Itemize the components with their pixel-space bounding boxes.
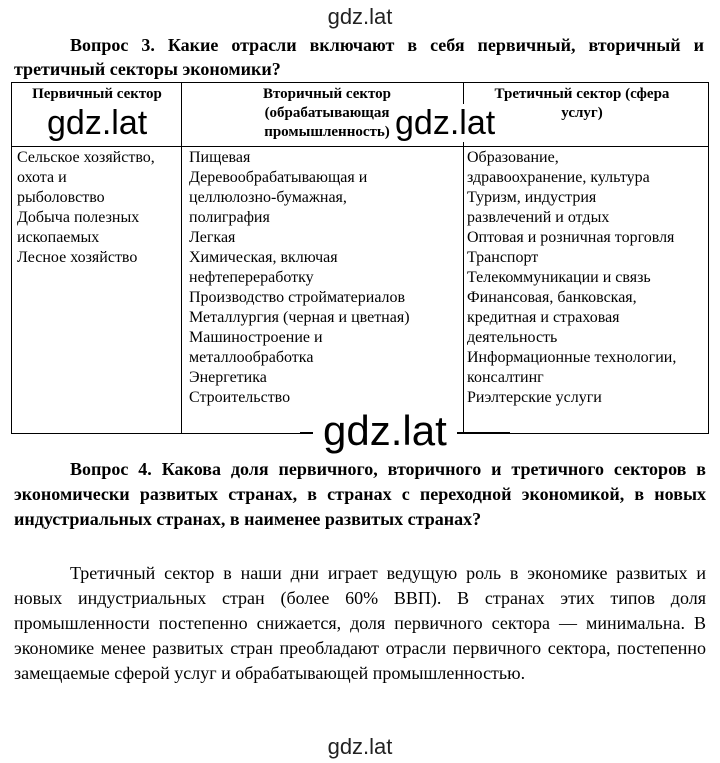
table-cell-line: ископаемых bbox=[17, 229, 100, 246]
header-primary: Первичный сектор bbox=[32, 86, 162, 102]
table-cell-line: Машиностроение и bbox=[189, 329, 323, 346]
table-cell-line: Образование, bbox=[467, 149, 559, 166]
table-cell-line: Сельское хозяйство, bbox=[17, 149, 155, 166]
table-cell-line: Деревообрабатывающая и bbox=[189, 169, 368, 186]
table-cell-line: Риэлтерские услуги bbox=[467, 389, 602, 406]
table-cell-line: Лесное хозяйство bbox=[17, 249, 138, 266]
watermark-bottom: gdz.lat bbox=[327, 734, 393, 759]
table-cell-line: кредитная и страховая bbox=[467, 309, 620, 326]
header-tertiary: Третичный сектор (сфера услуг) bbox=[494, 86, 670, 121]
watermark-center: gdz.lat bbox=[313, 408, 457, 454]
table-cell-line: развлечений и отдых bbox=[467, 209, 610, 226]
table-divider bbox=[181, 83, 182, 433]
table-cell-line: Транспорт bbox=[467, 249, 539, 266]
table-header-divider bbox=[12, 146, 708, 147]
table-cell-line: Металлургия (черная и цветная) bbox=[189, 309, 410, 326]
table-cell-line: Пищевая bbox=[189, 149, 251, 166]
table-cell-line: Производство стройматериалов bbox=[189, 289, 406, 306]
table-cell-line: Телекоммуникации и связь bbox=[467, 269, 651, 286]
table-cell-line: Энергетика bbox=[189, 369, 267, 386]
table-cell-line: Химическая, включая bbox=[189, 249, 338, 266]
table-cell-line: металлообработка bbox=[189, 349, 314, 366]
table-cell-line: Информационные технологии, bbox=[467, 349, 677, 366]
watermark-mid-right: gdz.lat bbox=[392, 104, 498, 142]
table-cell-line: Финансовая, банковская, bbox=[467, 289, 637, 306]
table-cell-line: деятельность bbox=[467, 329, 558, 346]
header-secondary: Вторичный сектор (обрабатывающая промышленность) bbox=[262, 86, 392, 140]
watermark-mid-left: gdz.lat bbox=[44, 104, 150, 142]
table-cell-line: Добыча полезных bbox=[17, 209, 140, 226]
table-cell-line: рыболовство bbox=[17, 189, 105, 206]
answer-4-paragraph: Третичный сектор в наши дни играет ведущую роль в экономике развитых и новых индустриальных стран (более 60% ВВП). В странах этих типов доля промышленности постепенно снижается, доля первичного сектора — минимальна. В экономике менее развитых стран преобладают отрасли первичного сектора, постепенно замещаемые сферой услуг и обрабатывающей промышленностью. bbox=[14, 563, 706, 683]
column-primary bbox=[17, 148, 155, 268]
table-cell-line: Туризм, индустрия bbox=[467, 189, 597, 206]
table-cell-line: консалтинг bbox=[467, 369, 544, 386]
question-3-heading: Вопрос 3. Какие отрасли включают в себя первичный, вторичный и третичный секторы экономики? bbox=[14, 35, 704, 79]
watermark-top: gdz.lat bbox=[327, 4, 393, 29]
table-cell-line: целлюлозно-бумажная, bbox=[189, 189, 347, 206]
table-cell-line: Легкая bbox=[189, 229, 236, 246]
table-cell-line: охота и bbox=[17, 169, 67, 186]
column-secondary bbox=[189, 148, 410, 408]
table-cell-line: полиграфия bbox=[189, 209, 270, 226]
question-4-heading: Вопрос 4. Какова доля первичного, вторичного и третичного секторов в экономически развитых странах, в странах с переходной экономикой, в новых индустриальных странах, в наименее развитых странах? bbox=[14, 459, 706, 529]
table-cell-line: здравоохранение, культура bbox=[467, 169, 650, 186]
table-cell-line: Строительство bbox=[189, 389, 291, 406]
table-cell-line: Оптовая и розничная торговля bbox=[467, 229, 675, 246]
column-tertiary bbox=[467, 148, 676, 408]
table-cell-line: нефтепереработку bbox=[189, 269, 314, 286]
